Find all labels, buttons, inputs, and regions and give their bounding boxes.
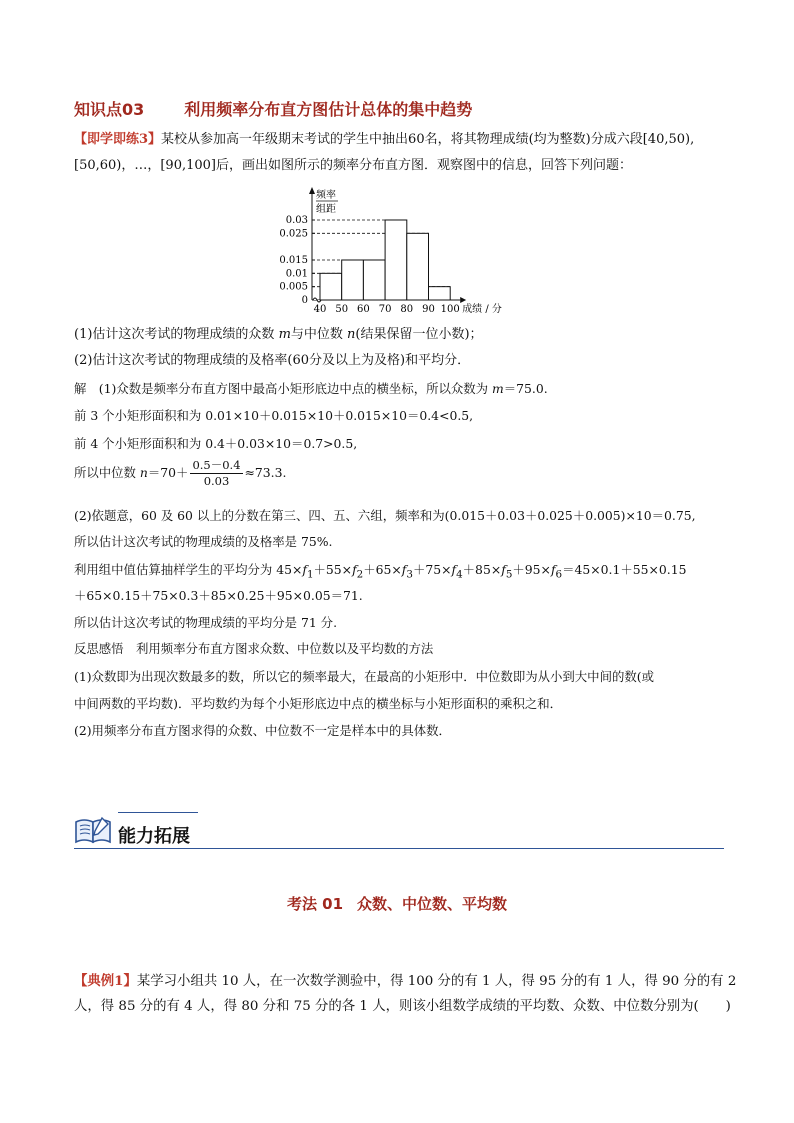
reflection-line-2: 中间两数的平均数)．平均数约为每个小矩形底边中点的横坐标与小矩形面积的乘积之和． [74,696,563,711]
open-book-icon [72,814,114,846]
x-tick-label: 70 [378,304,392,315]
y-tick-label: 0 [301,295,308,306]
x-tick-label: 50 [335,304,349,315]
problem-line-1: 【即学即练3】某校从参加高一年级期末考试的学生中抽出60名，将其物理成绩(均为整数)分成六段[40,50), [74,132,695,147]
x-tick-label: 40 [313,304,327,315]
histogram-bar [407,233,429,300]
section-title: 能力拓展 [118,826,190,847]
method-heading: 考法 01 众数、中位数、平均数 [286,895,508,913]
histogram-bar [429,287,451,300]
knowledge-point-heading [74,97,472,120]
reflection-line-3: (2)用频率分布直方图求得的众数、中位数不一定是样本中的具体数． [74,723,451,738]
y-tick-label: 0.03 [285,214,308,226]
solution-line-4: 所以中位数 n＝70＋ $\frac{0.5-0.4}{0.03}$ ≈73.3. [74,458,287,488]
heading-number: 知识点03 [74,100,145,119]
heading-title: 利用频率分布直方图估计总体的集中趋势 [184,100,473,119]
histogram-bar [342,260,364,300]
x-axis-arrow [460,297,466,303]
y-tick-label: 0.025 [279,228,308,240]
histogram-bar [385,220,407,300]
solution-line-2: 前 3 个小矩形面积和为 0.01×10＋0.015×10＋0.015×10＝0.4<0.5, [74,408,474,423]
frequency-histogram [268,186,530,316]
y-label-top: 频率 [316,190,336,201]
x-axis-label: 成绩 / 分 [462,304,502,315]
x-tick-label: 80 [400,304,414,315]
histogram-bar [363,260,385,300]
x-tick-label: 100 [440,304,460,315]
example-line-2: 人，得 85 分的有 4 人，得 80 分和 75 分的各 1 人，则该小组数学成绩的平均数、众数、中位数分别为( ) [74,999,731,1014]
solution-line-5: (2)依题意，60 及 60 以上的分数在第三、四、五、六组，频率和为(0.015＋0.03＋0.025＋0.005)×10＝0.75, [74,508,696,523]
x-tick-label: 90 [422,304,435,315]
reflection-title: 反思感悟 利用频率分布直方图求众数、中位数以及平均数的方法 [74,641,434,656]
solution-line-6: 所以估计这次考试的物理成绩的及格率是 75%. [74,534,333,549]
median-fraction: $\frac{0.5-0.4}{0.03}$ [192,458,241,488]
y-tick-label: 0.015 [279,254,308,266]
problem-line-2: [50,60)，…，[90,100]后，画出如图所示的频率分布直方图．观察图中的信息，回答下列问题： [74,158,632,173]
reflection-line-1: (1)众数即为出现次数最多的数，所以它的频率最大，在最高的小矩形中．中位数即为从小到大中间的数(或 [74,669,654,684]
solution-line-8: ＋65×0.15＋75×0.3＋85×0.25＋95×0.05＝71. [74,588,363,603]
y-axis-arrow [309,187,315,194]
histogram-bar [320,273,342,300]
y-tick-label: 0.01 [285,268,308,280]
example-line-1: 【典例1】某学习小组共 10 人，在一次数学测验中，得 100 分的有 1 人，得 95 分的有 1 人，得 90 分的有 2 [74,973,737,989]
solution-line-7: 利用组中值估算抽样学生的平均分为 $45\times f_1+55\times f_2+65\times f_3+75\times f_4+85\times f_5+95\times f_6=45\times 0.1+55\times 0.15$ [74,562,687,581]
x-tick-label: 60 [357,304,370,315]
problem-tag: 【即学即练3】 [74,132,162,147]
solution-line-1: 解 (1)众数是频率分布直方图中最高小矩形底边中点的横坐标，所以众数为 m＝75.0. [74,381,548,396]
solution-line-3: 前 4 个小矩形面积和为 0.4＋0.03×10＝0.7>0.5, [74,436,358,451]
section-top-line [118,812,198,813]
question-1: (1)估计这次考试的物理成绩的众数 m与中位数 n(结果保留一位小数)； [74,327,483,342]
section-rule [74,848,724,849]
y-label-bottom: 组距 [316,204,336,215]
solution-line-9: 所以估计这次考试的物理成绩的平均分是 71 分. [74,615,338,630]
example-tag: 【典例1】 [74,973,137,989]
y-tick-label: 0.005 [279,281,308,293]
question-2: (2)估计这次考试的物理成绩的及格率(60分及以上为及格)和平均分． [74,353,471,368]
